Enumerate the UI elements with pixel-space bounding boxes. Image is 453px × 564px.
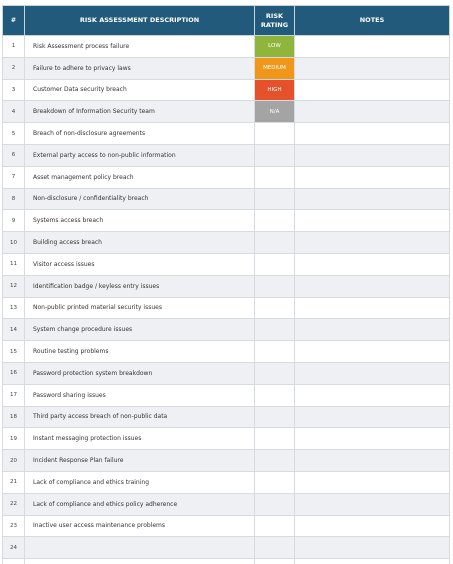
notes-cell[interactable] xyxy=(295,275,450,297)
notes-cell[interactable] xyxy=(295,471,450,493)
table-row[interactable] xyxy=(3,57,450,79)
risk-rating-cell[interactable] xyxy=(255,188,295,210)
risk-description-cell[interactable]: Risk Assessment process failure xyxy=(25,36,255,58)
row-number-cell: 17 xyxy=(3,384,25,406)
table-row[interactable] xyxy=(3,123,450,145)
table-row[interactable] xyxy=(3,232,450,254)
notes-cell[interactable] xyxy=(295,559,450,564)
row-number-cell: 3 xyxy=(3,79,25,101)
table-row[interactable] xyxy=(3,471,450,493)
row-number-cell: 7 xyxy=(3,166,25,188)
table-row[interactable] xyxy=(3,493,450,515)
risk-rating-cell[interactable]: MEDIUM xyxy=(255,57,295,79)
risk-description-cell[interactable]: Non-public printed material security issues xyxy=(25,297,255,319)
row-number-cell: 5 xyxy=(3,123,25,145)
risk-description-cell[interactable]: Password protection system breakdown xyxy=(25,362,255,384)
notes-cell[interactable] xyxy=(295,450,450,472)
notes-cell[interactable] xyxy=(295,57,450,79)
header-notes: NOTES xyxy=(295,6,450,36)
notes-cell[interactable] xyxy=(295,297,450,319)
row-number-cell: 22 xyxy=(3,493,25,515)
risk-description-cell[interactable]: Lack of compliance and ethics policy adherence xyxy=(25,493,255,515)
notes-cell[interactable] xyxy=(295,515,450,537)
row-number-cell: 24 xyxy=(3,537,25,559)
row-number-cell: 4 xyxy=(3,101,25,123)
risk-rating-cell[interactable]: LOW xyxy=(255,36,295,58)
row-number-cell: 12 xyxy=(3,275,25,297)
risk-description-cell[interactable] xyxy=(25,559,255,564)
table-row[interactable] xyxy=(3,166,450,188)
risk-rating-cell[interactable] xyxy=(255,275,295,297)
table-row[interactable] xyxy=(3,188,450,210)
risk-rating-cell[interactable] xyxy=(255,253,295,275)
risk-rating-cell[interactable] xyxy=(255,123,295,145)
notes-cell[interactable] xyxy=(295,166,450,188)
row-number-cell: 15 xyxy=(3,341,25,363)
risk-rating-cell[interactable] xyxy=(255,537,295,559)
row-number-cell: 16 xyxy=(3,362,25,384)
notes-cell[interactable] xyxy=(295,79,450,101)
risk-description-cell[interactable]: Customer Data security breach xyxy=(25,79,255,101)
risk-description-cell[interactable]: Third party access breach of non-public data xyxy=(25,406,255,428)
header-risk-line1: RISK xyxy=(265,11,284,20)
risk-description-cell[interactable]: Breakdown of Information Security team xyxy=(25,101,255,123)
table-row[interactable] xyxy=(3,450,450,472)
row-number-cell: 1 xyxy=(3,36,25,58)
risk-description-cell[interactable]: Identification badge / keyless entry issues xyxy=(25,275,255,297)
notes-cell[interactable] xyxy=(295,232,450,254)
table-body xyxy=(3,36,450,564)
row-number-cell: 6 xyxy=(3,144,25,166)
risk-description-cell[interactable]: Failure to adhere to privacy laws xyxy=(25,57,255,79)
risk-description-cell[interactable]: Inactive user access maintenance problems xyxy=(25,515,255,537)
risk-rating-cell[interactable] xyxy=(255,515,295,537)
table-row[interactable] xyxy=(3,362,450,384)
table-row[interactable] xyxy=(3,144,450,166)
row-number-cell: 14 xyxy=(3,319,25,341)
table-row[interactable] xyxy=(3,253,450,275)
table-row[interactable] xyxy=(3,297,450,319)
risk-description-cell[interactable]: Instant messaging protection issues xyxy=(25,428,255,450)
notes-cell[interactable] xyxy=(295,341,450,363)
table-row[interactable] xyxy=(3,515,450,537)
risk-description-cell[interactable]: Password sharing issues xyxy=(25,384,255,406)
table-row[interactable] xyxy=(3,406,450,428)
notes-cell[interactable] xyxy=(295,428,450,450)
row-number-cell: 19 xyxy=(3,428,25,450)
row-number-cell xyxy=(3,559,25,564)
row-number-cell: 10 xyxy=(3,232,25,254)
risk-rating-cell[interactable] xyxy=(255,493,295,515)
row-number-cell: 9 xyxy=(3,210,25,232)
row-number-cell: 23 xyxy=(3,515,25,537)
risk-rating-cell[interactable] xyxy=(255,559,295,564)
risk-rating-cell[interactable] xyxy=(255,428,295,450)
risk-rating-cell[interactable] xyxy=(255,406,295,428)
risk-description-cell[interactable]: Non-disclosure / confidentiality breach xyxy=(25,188,255,210)
table-row[interactable] xyxy=(3,275,450,297)
row-number-cell: 18 xyxy=(3,406,25,428)
notes-cell[interactable] xyxy=(295,384,450,406)
header-risk-rating xyxy=(255,6,295,36)
notes-cell[interactable] xyxy=(295,36,450,58)
risk-rating-cell[interactable] xyxy=(255,297,295,319)
notes-cell[interactable] xyxy=(295,406,450,428)
risk-description-cell[interactable] xyxy=(25,537,255,559)
risk-description-cell[interactable]: Asset management policy breach xyxy=(25,166,255,188)
risk-description-cell[interactable]: Routine testing problems xyxy=(25,341,255,363)
risk-description-cell[interactable]: Systems access breach xyxy=(25,210,255,232)
notes-cell[interactable] xyxy=(295,362,450,384)
table-row[interactable] xyxy=(3,319,450,341)
header-risk-line2: RATING xyxy=(260,20,289,29)
risk-rating-cell[interactable] xyxy=(255,362,295,384)
notes-cell[interactable] xyxy=(295,319,450,341)
risk-rating-cell[interactable]: HIGH xyxy=(255,79,295,101)
risk-description-cell[interactable]: Building access breach xyxy=(25,232,255,254)
risk-description-cell[interactable]: Incident Response Plan failure xyxy=(25,450,255,472)
table-row[interactable] xyxy=(3,101,450,123)
risk-rating-cell[interactable] xyxy=(255,341,295,363)
row-number-cell: 11 xyxy=(3,253,25,275)
row-number-cell: 20 xyxy=(3,450,25,472)
row-number-cell: 8 xyxy=(3,188,25,210)
risk-rating-cell[interactable] xyxy=(255,166,295,188)
risk-rating-cell[interactable] xyxy=(255,319,295,341)
notes-cell[interactable] xyxy=(295,188,450,210)
table-row[interactable] xyxy=(3,341,450,363)
risk-rating-cell[interactable] xyxy=(255,232,295,254)
table-row[interactable] xyxy=(3,79,450,101)
notes-cell[interactable] xyxy=(295,493,450,515)
risk-rating-cell[interactable] xyxy=(255,144,295,166)
row-number-cell: 21 xyxy=(3,471,25,493)
notes-cell[interactable] xyxy=(295,123,450,145)
risk-description-cell[interactable]: Breach of non-disclosure agreements xyxy=(25,123,255,145)
notes-cell[interactable] xyxy=(295,210,450,232)
risk-description-cell[interactable]: External party access to non-public information xyxy=(25,144,255,166)
notes-cell[interactable] xyxy=(295,101,450,123)
risk-description-cell[interactable]: Lack of compliance and ethics training xyxy=(25,471,255,493)
table-header-row xyxy=(3,6,450,36)
table-row[interactable] xyxy=(3,384,450,406)
row-number-cell: 13 xyxy=(3,297,25,319)
header-description: RISK ASSESSMENT DESCRIPTION xyxy=(25,6,255,36)
table-row[interactable] xyxy=(3,210,450,232)
table-row[interactable] xyxy=(3,36,450,58)
risk-rating-cell[interactable]: N/A xyxy=(255,101,295,123)
row-number-cell: 2 xyxy=(3,57,25,79)
notes-cell[interactable] xyxy=(295,537,450,559)
risk-rating-cell[interactable] xyxy=(255,471,295,493)
risk-description-cell[interactable]: Visitor access issues xyxy=(25,253,255,275)
notes-cell[interactable] xyxy=(295,144,450,166)
notes-cell[interactable] xyxy=(295,253,450,275)
table-row[interactable] xyxy=(3,537,450,559)
table-row[interactable] xyxy=(3,559,450,564)
risk-description-cell[interactable]: System change procedure issues xyxy=(25,319,255,341)
risk-assessment-table xyxy=(2,5,450,564)
risk-rating-cell[interactable] xyxy=(255,384,295,406)
risk-rating-cell[interactable] xyxy=(255,450,295,472)
table-row[interactable] xyxy=(3,428,450,450)
header-number: # xyxy=(3,6,25,36)
risk-rating-cell[interactable] xyxy=(255,210,295,232)
